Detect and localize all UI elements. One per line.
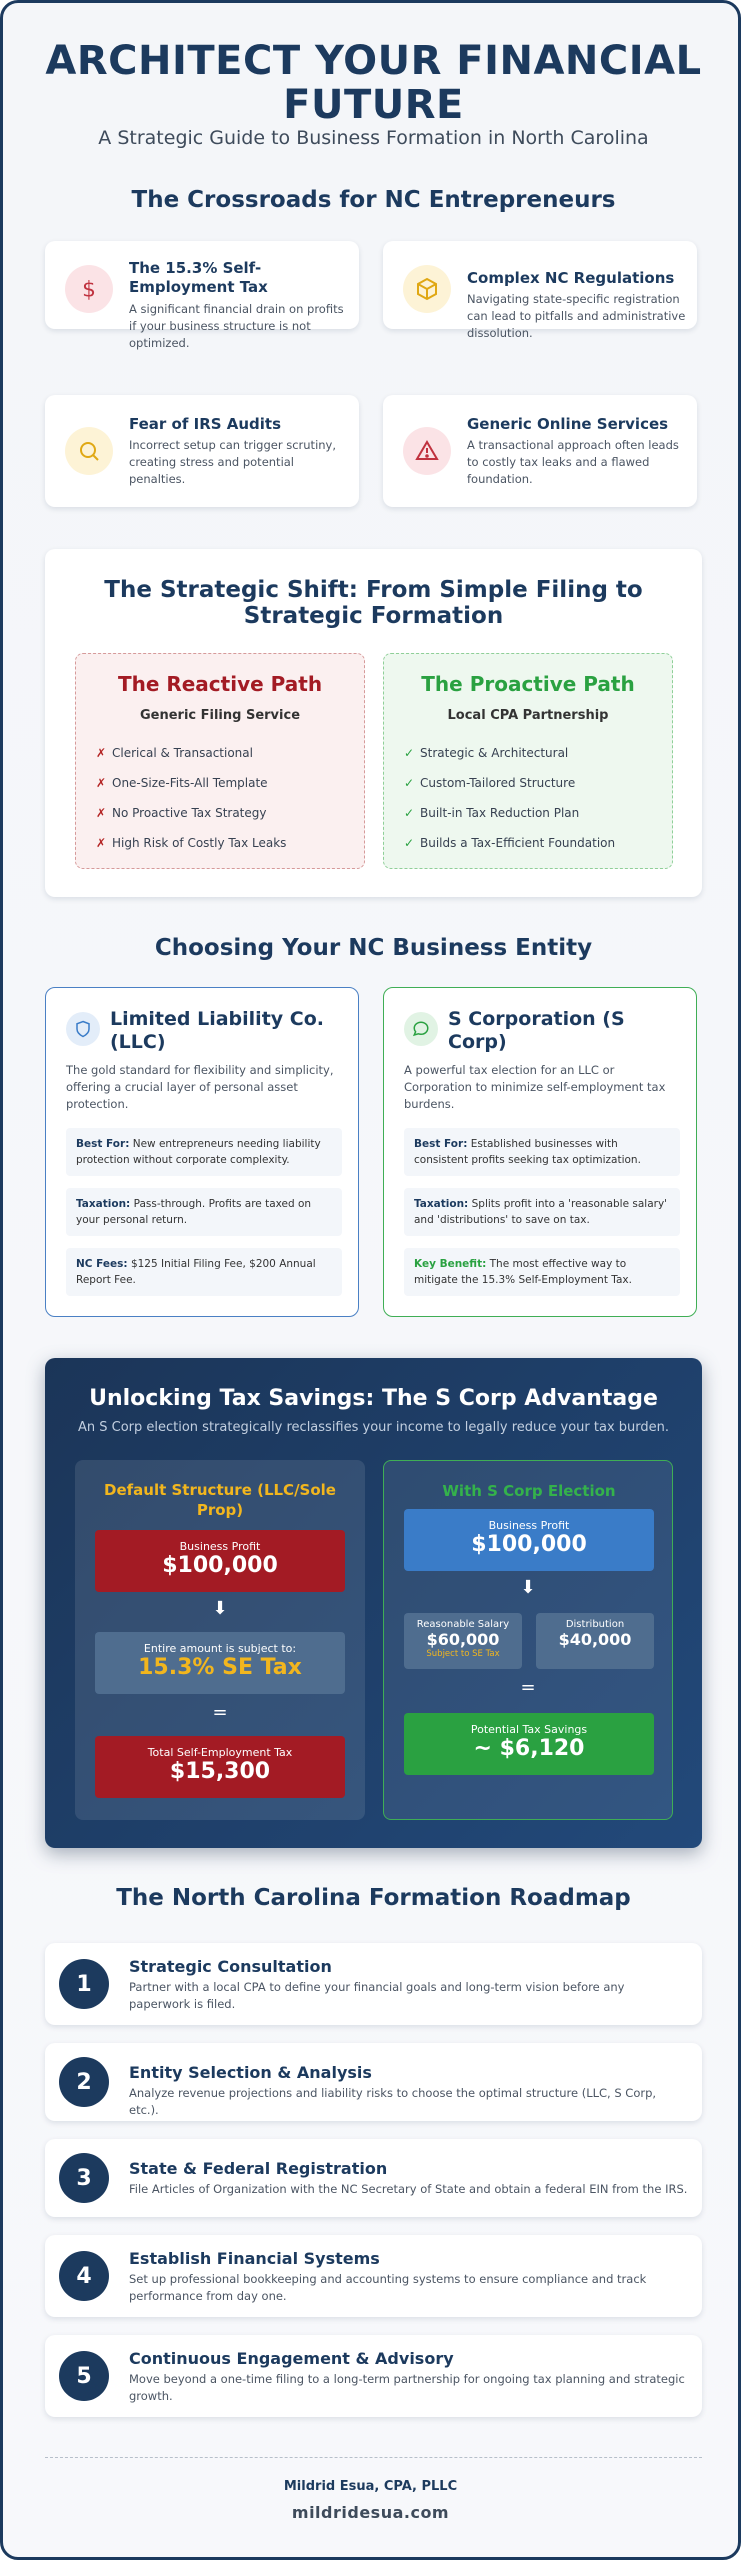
cross-icon: ✗ [96,806,107,820]
proactive-item: ✓ Builds a Tax-Efficient Foundation [404,836,616,850]
roadmap-step [45,2235,702,2317]
proactive-item: ✓ Built-in Tax Reduction Plan [404,806,580,820]
shield-icon [66,1012,100,1046]
step-number: 3 [59,2153,109,2203]
proactive-path [383,653,673,869]
problem-card-desc: A significant financial drain on profits if your business structure is not optimized. [129,302,344,350]
step-title: State & Federal Registration [129,2159,388,2178]
step-number: 1 [59,1959,109,2009]
default-subject-box: Entire amount is subject to: 15.3% SE Tax [95,1632,345,1694]
llc-title: Limited Liability Co. (LLC) [110,1008,324,1053]
problem-card-title: Generic Online Services [467,415,669,433]
scorp-key-benefit: Key Benefit: The most effective way to mitigate the 15.3% Self-Employment Tax. [404,1248,680,1296]
equals-sign: = [520,1677,536,1698]
firm-name: Mildrid Esua, CPA, PLLC [283,2479,458,2494]
scorp-taxation: Taxation: Splits profit into a 'reasonable salary' and 'distributions' to save on tax. [404,1188,680,1236]
scorp-best-for: Best For: Established businesses with consistent profits seeking tax optimization. [404,1128,680,1176]
problem-card-online-services [383,395,697,507]
proactive-item: ✓ Strategic & Architectural [404,746,569,760]
scorp-election-title: With S Corp Election [442,1482,616,1500]
website-link[interactable]: mildridesua.com [291,2503,450,2522]
reactive-path [75,653,365,869]
box-icon [403,265,451,313]
llc-best-for: Best For: New entrepreneurs needing liability protection without corporate complexity. [66,1128,342,1176]
down-arrow-icon: ⬇ [520,1577,536,1598]
scorp-title: S Corporation (S Corp) [448,1008,625,1053]
problem-card-desc: Navigating state-specific registration can lead to pitfalls and administrative dissolution. [467,292,686,340]
search-icon [65,427,113,475]
cross-icon: ✗ [96,776,107,790]
tax-subtitle: An S Corp election strategically reclassifies your income to legally reduce your tax burden. [77,1420,669,1435]
cross-icon: ✗ [96,836,107,850]
step-number: 2 [59,2057,109,2107]
cross-icon: ✗ [96,746,107,760]
problem-card-se-tax [45,241,359,350]
step-title: Entity Selection & Analysis [129,2063,372,2082]
proactive-path-title: The Proactive Path [421,672,635,696]
tax-savings-panel [45,1358,702,1848]
llc-taxation: Taxation: Pass-through. Profits are taxed on your personal return. [66,1188,342,1236]
roadmap-step [45,2043,702,2121]
default-structure-title: Default Structure (LLC/Sole Prop) [104,1481,336,1519]
llc-fees: NC Fees: $125 Initial Filing Fee, $200 Annual Report Fee. [66,1248,342,1296]
default-structure-column [75,1460,365,1820]
page-title: ARCHITECT YOUR FINANCIAL FUTURE [45,38,702,128]
equals-sign: = [212,1702,228,1723]
step-number: 4 [59,2251,109,2301]
tax-title: Unlocking Tax Savings: The S Corp Advantage [89,1386,658,1411]
roadmap-step [45,1943,702,2025]
default-profit-box: Business Profit $100,000 [95,1530,345,1592]
page-subtitle: A Strategic Guide to Business Formation in North Carolina [98,127,649,149]
default-total-box: Total Self-Employment Tax $15,300 [95,1736,345,1798]
problem-card-title: The 15.3% Self-Employment Tax [129,259,268,296]
chat-icon [404,1012,438,1046]
step-desc: Set up professional bookkeeping and accounting systems to ensure compliance and track performance from day one. [129,2272,647,2303]
reactive-item: ✗ One-Size-Fits-All Template [96,776,268,790]
step-desc: File Articles of Organization with the NC Secretary of State and obtain a federal EIN from the IRS. [129,2182,688,2196]
proactive-item: ✓ Custom-Tailored Structure [404,776,576,790]
savings-box: Potential Tax Savings ~ $6,120 [404,1713,654,1775]
reactive-path-title: The Reactive Path [117,672,323,696]
scorp-desc: A powerful tax election for an LLC or Corporation to minimize self-employment tax burdens. [404,1063,666,1111]
step-title: Establish Financial Systems [129,2249,380,2268]
step-desc: Partner with a local CPA to define your financial goals and long-term vision before any paperwork is filed. [129,1980,625,2011]
reactive-path-subtitle: Generic Filing Service [139,708,301,723]
svg-text:$: $ [82,277,96,302]
check-icon: ✓ [404,746,415,760]
distribution-box: Distribution $40,000 [536,1613,654,1669]
scorp-card [383,987,697,1317]
llc-card [45,987,359,1317]
problem-card-desc: Incorrect setup can trigger scrutiny, creating stress and potential penalties. [129,438,337,486]
problem-card-desc: A transactional approach often leads to costly tax leaks and a flawed foundation. [467,438,679,486]
warning-icon [403,427,451,475]
entities-title: Choosing Your NC Business Entity [154,935,593,961]
reactive-item: ✗ Clerical & Transactional [96,746,253,760]
problem-card-title: Fear of IRS Audits [129,415,282,433]
check-icon: ✓ [404,806,415,820]
footer-divider [45,2457,702,2458]
step-number: 5 [59,2351,109,2401]
reactive-item: ✗ High Risk of Costly Tax Leaks [96,836,287,850]
step-desc: Analyze revenue projections and liability risks to choose the optimal structure (LLC, S Corp, etc.). [129,2086,657,2117]
step-title: Continuous Engagement & Advisory [129,2349,454,2368]
roadmap-title: The North Carolina Formation Roadmap [116,1885,631,1911]
salary-box: Reasonable Salary $60,000 Subject to SE Tax [404,1613,522,1669]
dollar-icon [65,265,113,313]
reactive-item: ✗ No Proactive Tax Strategy [96,806,267,820]
llc-desc: The gold standard for flexibility and simplicity, offering a crucial layer of personal asset protection. [66,1063,334,1111]
step-desc: Move beyond a one-time filing to a long-term partnership for ongoing tax planning and strategic growth. [129,2372,685,2403]
proactive-path-subtitle: Local CPA Partnership [447,708,609,723]
check-icon: ✓ [404,776,415,790]
shift-title: The Strategic Shift: From Simple Filing to Strategic Formation [104,577,643,629]
scorp-profit-box: Business Profit $100,000 [404,1509,654,1571]
step-title: Strategic Consultation [129,1957,332,1976]
down-arrow-icon: ⬇ [212,1598,228,1619]
roadmap-step [45,2139,702,2217]
problem-card-regulations [383,241,697,340]
problem-card-audits [45,395,359,507]
problem-card-title: Complex NC Regulations [467,269,675,287]
scorp-election-column [383,1460,673,1820]
crossroads-title: The Crossroads for NC Entrepreneurs [131,187,616,213]
roadmap-step [45,2335,702,2417]
check-icon: ✓ [404,836,415,850]
